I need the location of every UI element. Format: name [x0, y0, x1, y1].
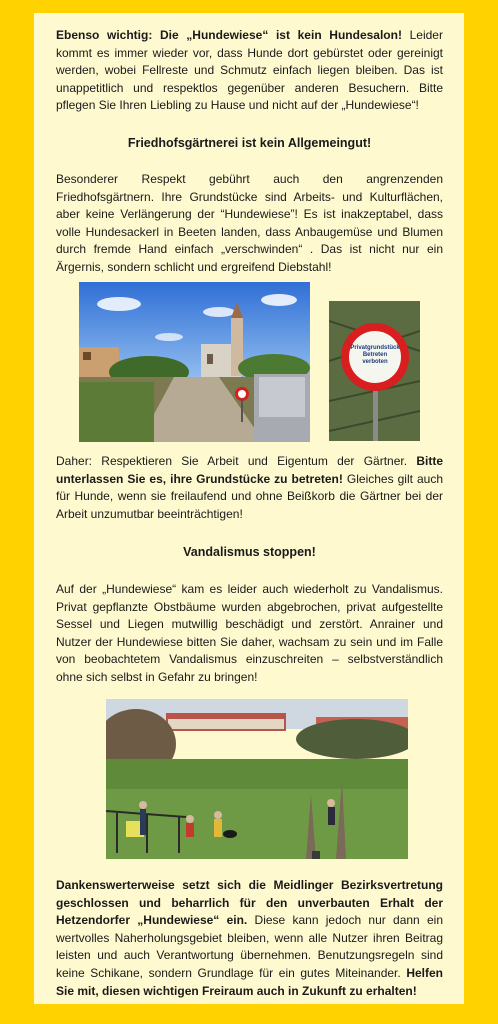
bezirk-text: Diese kann jedoch nur dann ein wertvolles Naherholungsgebiet bleiben, wenn alle Nutzer ihren Beitrag leisten und auch Verantwortung übernehmen. Benutzungsregeln sind keine Schikane, sondern Grundlage für ein gutes Miteinander. — [56, 913, 443, 980]
sign-line-1: Privatgrundstück — [350, 345, 400, 351]
flyer-page — [34, 13, 464, 1004]
paragraph-vandalismus — [56, 581, 443, 687]
bezirk-bold-a: Dankenswerterweise setzt sich die Meidlinger Bezirksvertretung geschlossen und beharrlich für den unverbauten Erhalt der Hetzendorfer „Hundewiese“ ein. — [56, 878, 443, 928]
gaertner-text: Besonderer Respekt gebührt auch den angrenzenden Friedhofsgärtnern. Ihre Grundstücke sind Arbeits- und Kulturflächen, aber keine Verlängerung der “Hundewiese”! Es ist inakzeptabel, dass volle Hundesackerl in Beeten landen, dass Anbaugemüse und Blumen durch fremde Hand einfach „verschwinden“ . Das ist nicht nur ein Ärgernis, sondern schlicht und ergreifend Diebstahl! — [56, 172, 443, 274]
photo-cemetery-path — [79, 282, 310, 442]
paragraph-hundesalon — [56, 27, 443, 115]
vandalismus-text: Auf der „Hundewiese“ kam es leider auch wiederholt zu Vandalismus. Privat gepflanzte Obstbäume wurden abgebrochen, privat aufgestellte Sessel und Liegen mutwillig beschädigt und zerstört. Anrainer und Nutzer der Hundewiese bitten Sie daher, wachsam zu sein und im Falle von beobachtetem Vandalismus einzuschreiten – selbstverständlich ohne sich selbst in Gefahr zu bringen! — [56, 582, 443, 684]
heading-vandalismus: Vandalismus stoppen! — [183, 545, 316, 559]
respekt-bold: Bitte unterlassen Sie es, ihre Grundstücke zu betreten! — [56, 454, 443, 486]
hundesalon-lead: Ebenso wichtig: Die „Hundewiese“ ist kein Hundesalon! — [56, 28, 402, 42]
paragraph-respekt — [56, 453, 443, 523]
sign-line-3: verboten — [362, 359, 388, 365]
sign-text — [349, 345, 401, 366]
respekt-text-b: Gleiches gilt auch für Hunde, wenn sie freilaufend und ohne Beißkorb die Gärtner bei der Arbeit unzumutbar beeinträchtigen! — [56, 471, 443, 521]
paragraph-gaertner — [56, 171, 443, 277]
heading-friedhofsgaertnerei: Friedhofsgärtnerei ist kein Allgemeingut! — [127, 136, 372, 150]
paragraph-bezirksvertretung — [56, 877, 443, 1000]
sign-line-2: Betreten — [362, 352, 388, 358]
respekt-text-a: Daher: Respektieren Sie Arbeit und Eigentum der Gärtner. — [56, 454, 417, 468]
photo-private-sign — [329, 301, 420, 441]
hundesalon-text: Leider kommt es immer wieder vor, dass Hunde dort gebürstet oder gereinigt werden, wobei Fellreste und Schmutz einfach liegen bleiben. Das ist unappetitlich und respektlos gegenüber anderen Besuchern. Bitte pflegen Sie Ihren Liebling zu Hause und nicht auf der „Hundewiese“! — [56, 28, 443, 113]
photo-dog-meadow — [106, 699, 408, 859]
bezirk-bold-b: Helfen Sie mit, diesen wichtigen Freiraum auch in Zukunft zu erhalten! — [56, 965, 443, 998]
